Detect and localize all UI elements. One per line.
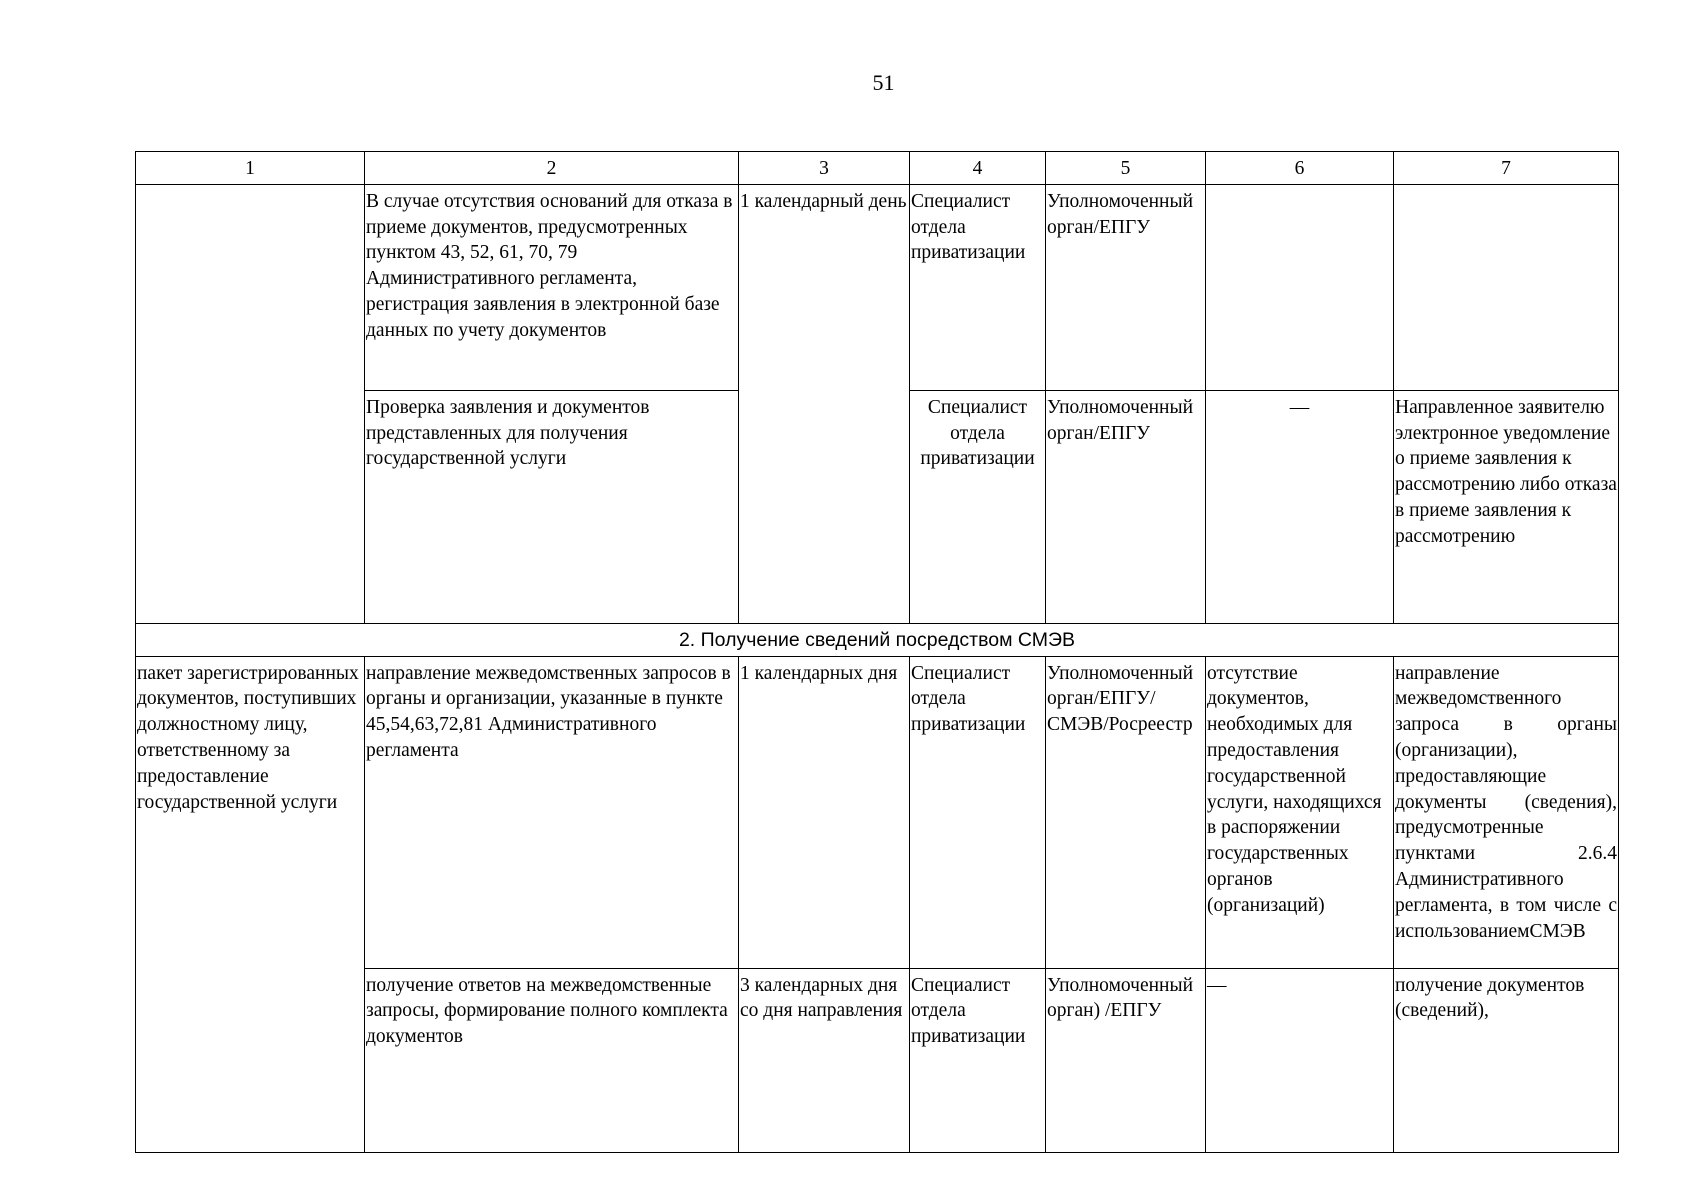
- section-title: 2. Получение сведений посредством СМЭВ: [136, 623, 1619, 656]
- table-row: [136, 184, 1619, 390]
- table-cell-place: Уполномоченный орган/ЕПГУ/ СМЭВ/Росреестр: [1046, 656, 1206, 968]
- table-cell-place: Уполномоченный орган/ЕПГУ: [1046, 390, 1206, 623]
- table-cell-duration: 3 календарных дня со дня направления: [739, 968, 910, 1152]
- header-cell: 2: [365, 152, 739, 185]
- process-table: [135, 151, 1619, 1153]
- table-cell-result: получение документов (сведений),: [1394, 968, 1619, 1152]
- table-header-row: [136, 152, 1619, 185]
- section-row: [136, 623, 1619, 656]
- table-cell-criteria: отсутствие документов, необходимых для предоставления государственной услуги, находящихся в распоряжении государственных органов (организаций): [1206, 656, 1394, 968]
- table-cell-action: В случае отсутствия оснований для отказа в приеме документов, предусмотренных пунктом 43, 52, 61, 70, 79 Административного регламента, регистрация заявления в электронной базе данных по учету документов: [365, 184, 739, 390]
- header-cell: 6: [1206, 152, 1394, 185]
- table-cell-result: направление межведомственного запроса в органы (организации), предоставляющие документы (сведения), предусмотренные пунктами 2.6.4 Административного регламента, в том числе с использованиемСМЭВ: [1394, 656, 1619, 968]
- header-cell: 1: [136, 152, 365, 185]
- header-cell: 3: [739, 152, 910, 185]
- table-cell-responsible: Специалист отдела приватизации: [910, 968, 1046, 1152]
- table-cell-place: Уполномоченный орган) /ЕПГУ: [1046, 968, 1206, 1152]
- table-cell-action: получение ответов на межведомственные запросы, формирование полного комплекта документов: [365, 968, 739, 1152]
- table-cell-responsible: Специалист отдела приватизации: [910, 390, 1046, 623]
- page-number: 51: [872, 70, 895, 95]
- table-row: [136, 656, 1619, 968]
- table-cell-empty: [136, 184, 365, 623]
- table-cell-place: Уполномоченный орган/ЕПГУ: [1046, 184, 1206, 390]
- table-cell-criteria: —: [1206, 390, 1394, 623]
- table-cell-responsible: Специалист отдела приватизации: [910, 184, 1046, 390]
- table-cell-result: Направленное заявителю электронное уведомление о приеме заявления к рассмотрению либо отказа в приеме заявления к рассмотрению: [1394, 390, 1619, 623]
- header-cell: 7: [1394, 152, 1619, 185]
- table-cell-criteria: —: [1206, 968, 1394, 1152]
- table-cell-empty: [1206, 184, 1394, 390]
- header-cell: 5: [1046, 152, 1206, 185]
- table-cell-action: направление межведомственных запросов в органы и организации, указанные в пункте 45,54,63,72,81 Административного регламента: [365, 656, 739, 968]
- table-cell-basis: пакет зарегистрированных документов, поступивших должностному лицу, ответственному за предоставление государственной услуги: [136, 656, 365, 1152]
- table-cell-empty: [1394, 184, 1619, 390]
- header-cell: 4: [910, 152, 1046, 185]
- table-cell-responsible: Специалист отдела приватизации: [910, 656, 1046, 968]
- table-cell-duration: 1 календарных дня: [739, 656, 910, 968]
- table-cell-duration: 1 календарный день: [739, 184, 910, 623]
- table-cell-action: Проверка заявления и документов представленных для получения государственной услуги: [365, 390, 739, 623]
